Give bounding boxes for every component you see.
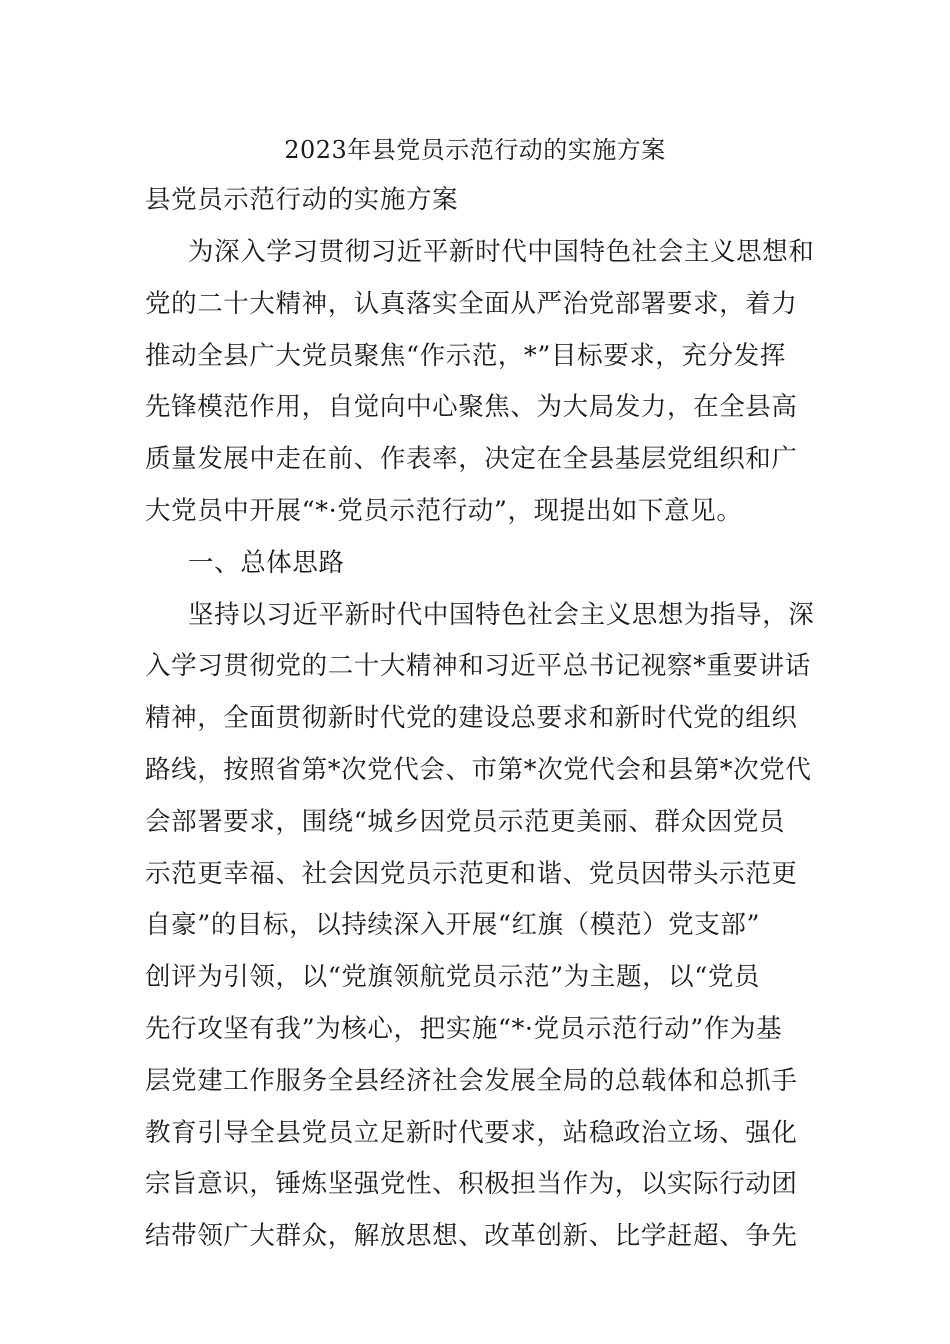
paragraph-line: 层党建工作服务全县经济社会发展全局的总载体和总抓手 bbox=[145, 1066, 798, 1096]
section-heading: 一、总体思路 bbox=[188, 548, 345, 578]
paragraph-line: 推动全县广大党员聚焦“作示范，*”目标要求，充分发挥 bbox=[145, 341, 786, 371]
paragraph-line: 党的二十大精神，认真落实全面从严治党部署要求，着力 bbox=[145, 289, 798, 319]
paragraph-line: 坚持以习近平新时代中国特色社会主义思想为指导，深 bbox=[188, 600, 815, 630]
paragraph-line: 精神，全面贯彻新时代党的建设总要求和新时代党的组织 bbox=[145, 703, 798, 733]
paragraph-line: 创评为引领，以“党旗领航党员示范”为主题，以“党员 bbox=[145, 962, 761, 992]
paragraph-line: 为深入学习贯彻习近平新时代中国特色社会主义思想和 bbox=[188, 237, 815, 267]
paragraph-line: 先行攻坚有我”为核心，把实施“*·党员示范行动”作为基 bbox=[145, 1014, 783, 1044]
paragraph-line: 会部署要求，围绕“城乡因党员示范更美丽、群众因党员 bbox=[145, 807, 786, 837]
document-title: 2023年县党员示范行动的实施方案 bbox=[284, 136, 666, 164]
paragraph-line: 宗旨意识，锤炼坚强党性、积极担当作为，以实际行动团 bbox=[145, 1169, 798, 1199]
paragraph-line: 大党员中开展“*·党员示范行动”，现提出如下意见。 bbox=[145, 496, 743, 526]
paragraph-line: 教育引导全县党员立足新时代要求，站稳政治立场、强化 bbox=[145, 1118, 798, 1148]
paragraph-line: 自豪”的目标，以持续深入开展“红旗（模范）党支部” bbox=[145, 910, 761, 940]
subtitle-line: 县党员示范行动的实施方案 bbox=[145, 185, 459, 215]
paragraph-line: 质量发展中走在前、作表率，决定在全县基层党组织和广 bbox=[145, 444, 798, 474]
paragraph-line: 入学习贯彻党的二十大精神和习近平总书记视察*重要讲话 bbox=[145, 651, 811, 681]
paragraph-line: 路线，按照省第*次党代会、市第*次党代会和县第*次党代 bbox=[145, 755, 812, 785]
paragraph-line: 先锋模范作用，自觉向中心聚焦、为大局发力，在全县高 bbox=[145, 392, 798, 422]
paragraph-line: 结带领广大群众，解放思想、改革创新、比学赶超、争先 bbox=[145, 1221, 798, 1251]
paragraph-line: 示范更幸福、社会因党员示范更和谐、党员因带头示范更 bbox=[145, 859, 798, 889]
